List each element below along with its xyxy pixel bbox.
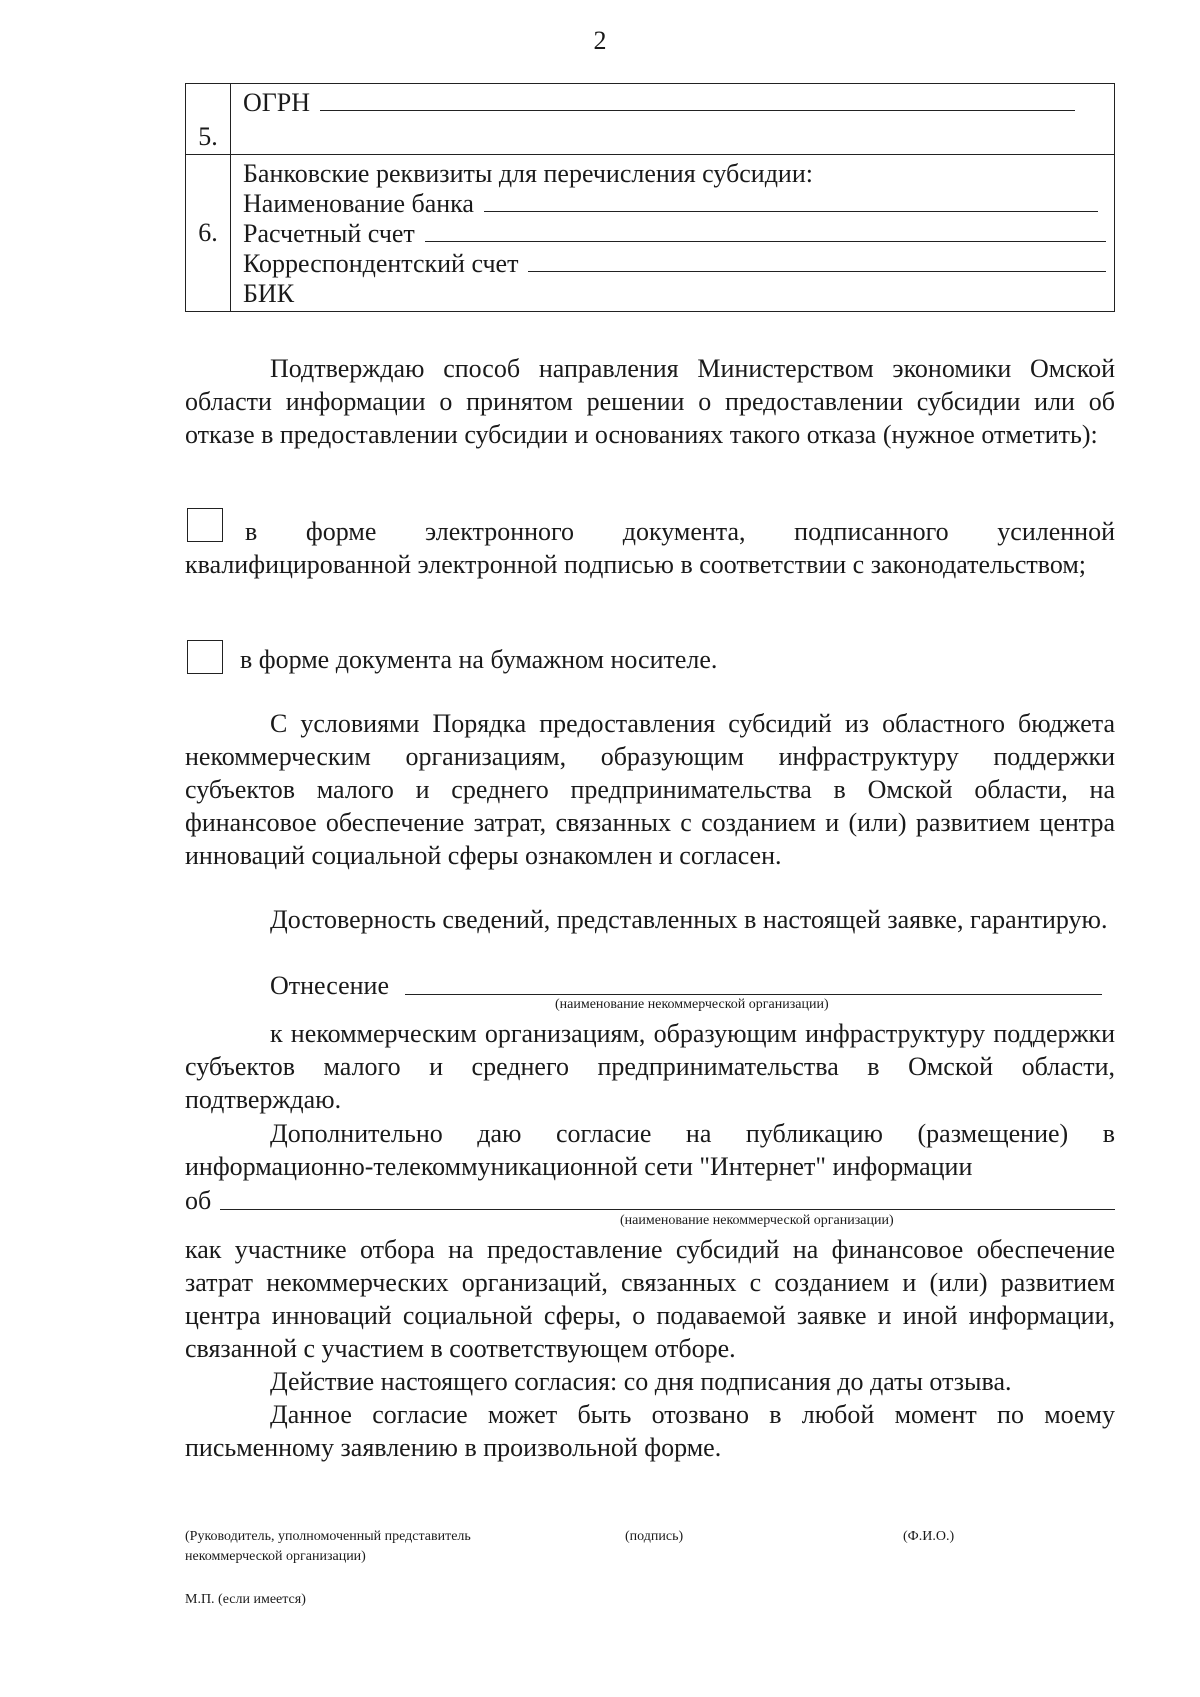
stamp-caption: М.П. (если имеется)	[185, 1592, 306, 1607]
consent-ob-label: об	[185, 1186, 212, 1215]
attribution-rest-paragraph: к некоммерческим организациям, образующим инфраструктуру поддержки субъектов малого и среднего предпринимательства в Омской области, подтверждаю.	[185, 1019, 1115, 1114]
bank-heading: Банковские реквизиты для перечисления субсидии:	[243, 159, 813, 188]
page-number: 2	[593, 26, 607, 55]
reliability-paragraph: Достоверность сведений, представленных в настоящей заявке, гарантирую.	[270, 905, 1108, 934]
ogrn-field[interactable]	[320, 88, 1075, 111]
corr-account-label: Корреспондентский счет	[243, 249, 519, 278]
requisites-table	[185, 83, 1115, 312]
account-label: Расчетный счет	[243, 219, 415, 248]
attribution-org-field[interactable]	[405, 993, 1102, 995]
bank-cell	[231, 155, 1115, 312]
bank-name-field[interactable]	[484, 189, 1098, 212]
bank-name-label: Наименование банка	[243, 189, 474, 218]
table-row-bank	[186, 155, 1115, 312]
table-row-ogrn	[186, 84, 1115, 155]
ogrn-cell	[231, 84, 1115, 155]
bik-label: БИК	[243, 279, 295, 308]
checkbox-paper[interactable]	[187, 640, 223, 674]
signature-caption: (подпись)	[625, 1529, 684, 1544]
consent-caption: (наименование некоммерческой организации)	[620, 1213, 894, 1228]
option-paper-text: в форме документа на бумажном носителе.	[240, 645, 718, 674]
representative-caption: (Руководитель, уполномоченный представитель некоммерческой организации)	[185, 1529, 471, 1564]
consent-rest-paragraph: как участнике отбора на предоставление субсидий на финансовое обеспечение затрат некоммерческих организаций, связанных с созданием и (или) развитием центра инноваций социальной сферы, о подаваемой заявке и иной информации, связанной с участием в соответствующем отборе.	[185, 1235, 1115, 1363]
conditions-paragraph: С условиями Порядка предоставления субсидий из областного бюджета некоммерческим организациям, образующим инфраструктуру поддержки субъектов малого и среднего предпринимательства в Омской области, на финансовое обеспечение затрат, связанных с созданием и (или) развитием центра инноваций социальной сферы ознакомлен и согласен.	[185, 709, 1115, 870]
account-field[interactable]	[425, 219, 1106, 242]
fio-caption: (Ф.И.О.)	[903, 1529, 955, 1544]
row-number: 5.	[186, 84, 231, 155]
row-number: 6.	[186, 155, 231, 312]
attribution-caption: (наименование некоммерческой организации)	[555, 997, 829, 1012]
consent-paragraph: Дополнительно даю согласие на публикацию (размещение) в информационно-телекоммуникационной сети "Интернет" информации	[185, 1119, 1115, 1181]
attribution-label: Отнесение	[270, 971, 390, 1000]
revocation-paragraph: Данное согласие может быть отозвано в любой момент по моему письменному заявлению в произвольной форме.	[185, 1400, 1115, 1462]
validity-paragraph: Действие настоящего согласия: со дня подписания до даты отзыва.	[270, 1367, 1012, 1396]
corr-account-field[interactable]	[528, 249, 1106, 272]
ogrn-label: ОГРН	[243, 88, 311, 117]
consent-org-field[interactable]	[220, 1208, 1115, 1210]
confirm-method-paragraph: Подтверждаю способ направления Министерством экономики Омской области информации о принятом решении о предоставлении субсидии или об отказе в предоставлении субсидии и основаниях такого отказа (нужное отметить):	[185, 354, 1115, 449]
option-electronic-text: в форме электронного документа, подписанного усиленной квалифицированной электронной подписью в соответствии с законодательством;	[185, 517, 1115, 579]
